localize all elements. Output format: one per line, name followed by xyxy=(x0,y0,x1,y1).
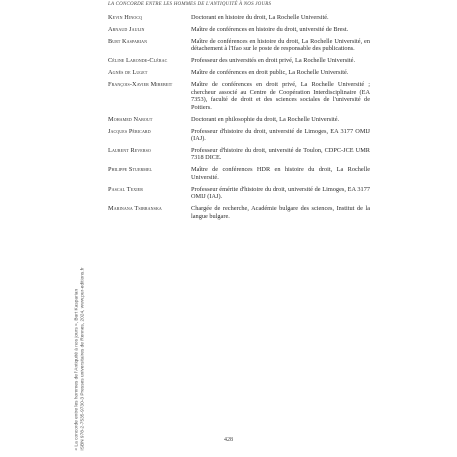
contributor-name: Agnès de Luget xyxy=(108,69,148,77)
contributor-row xyxy=(108,14,370,21)
contributors-list xyxy=(108,14,370,225)
contributor-row xyxy=(108,205,370,220)
contributor-role: Professeur émérite d'histoire du droit, université de Limoges, EA 3177 OMIJ (IAJ). xyxy=(191,185,370,201)
contributor-row xyxy=(108,116,370,123)
contributor-role: Doctorant en histoire du droit, La Rochelle Université. xyxy=(191,14,329,21)
contributor-row xyxy=(108,69,370,76)
contributor-name: Burt Kasparian xyxy=(108,38,148,45)
contributor-name: Jacques Péricard xyxy=(108,127,151,135)
contributor-row xyxy=(108,186,370,201)
contributor-name: François-Xavier Mirebeit xyxy=(108,81,173,89)
side-credit-notice xyxy=(74,196,86,451)
contributor-name: Mohamed Nabout xyxy=(108,115,153,123)
side-credit-line: « La concorde entre les hommes de l'Antiquité à nos jours », Burt Kasparian xyxy=(74,289,80,451)
contributor-role: Doctorant en philosophie du droit, La Rochelle Université. xyxy=(191,115,340,123)
page-number: 428 xyxy=(224,437,233,443)
contributor-role: Maître de conférences en histoire du droit, La Rochelle Université, en détachement à l'Ifao sur le poste de responsable des publications. xyxy=(191,38,370,53)
contributor-role: Maître de conférences en histoire du droit, université de Brest. xyxy=(191,26,349,33)
contributor-row xyxy=(108,57,370,64)
contributor-row xyxy=(108,38,370,53)
contributor-role: Professeur d'histoire du droit, université de Limoges, EA 3177 OMIJ (IAJ). xyxy=(191,127,370,143)
contributor-row xyxy=(108,81,370,111)
contributor-name: Arnaud Jaulin xyxy=(108,26,145,33)
contributor-row xyxy=(108,26,370,33)
contributor-role: Maître de conférences HDR en histoire du droit, La Rochelle Université. xyxy=(191,166,370,181)
contributor-role: Professeur des universités en droit privé, La Rochelle Université. xyxy=(191,57,356,65)
contributor-role: Chargée de recherche, Académie bulgare des sciences, Institut de la langue bulgare. xyxy=(191,205,370,220)
contributor-name: Laurent Reverso xyxy=(108,147,151,155)
contributor-name: Philippe Stuermel xyxy=(108,166,153,174)
contributor-row xyxy=(108,128,370,143)
contributor-row xyxy=(108,166,370,181)
side-credit-line: ISBN 978-2-7535-9730-3 Presses universitaires de Rennes, 2024, www.pur-editions.fr xyxy=(80,267,86,451)
contributor-name: Pascal Texier xyxy=(108,185,143,193)
contributor-name: Kevin Hinocq xyxy=(108,14,143,21)
contributor-role: Maître de conférences en droit privé, La Rochelle Université ; chercheur associé au Centre de Coopération Interdisciplinaire (EA 7353), faculté de droit et des sciences sociales de l'université de Poitiers. xyxy=(191,81,370,111)
contributor-name: Marinana Tsibranska xyxy=(108,205,162,213)
running-header: LA CONCORDE ENTRE LES HOMMES DE L'ANTIQUITÉ À NOS JOURS xyxy=(108,2,272,7)
contributor-role: Maître de conférences en droit public, La Rochelle Université. xyxy=(191,69,349,77)
contributor-role: Professeur d'histoire du droit, université de Toulon, CDPC-JCE UMR 7318 DICE. xyxy=(191,147,370,162)
contributor-row xyxy=(108,147,370,162)
contributor-name: Céline Laronde-Clérac xyxy=(108,57,168,65)
